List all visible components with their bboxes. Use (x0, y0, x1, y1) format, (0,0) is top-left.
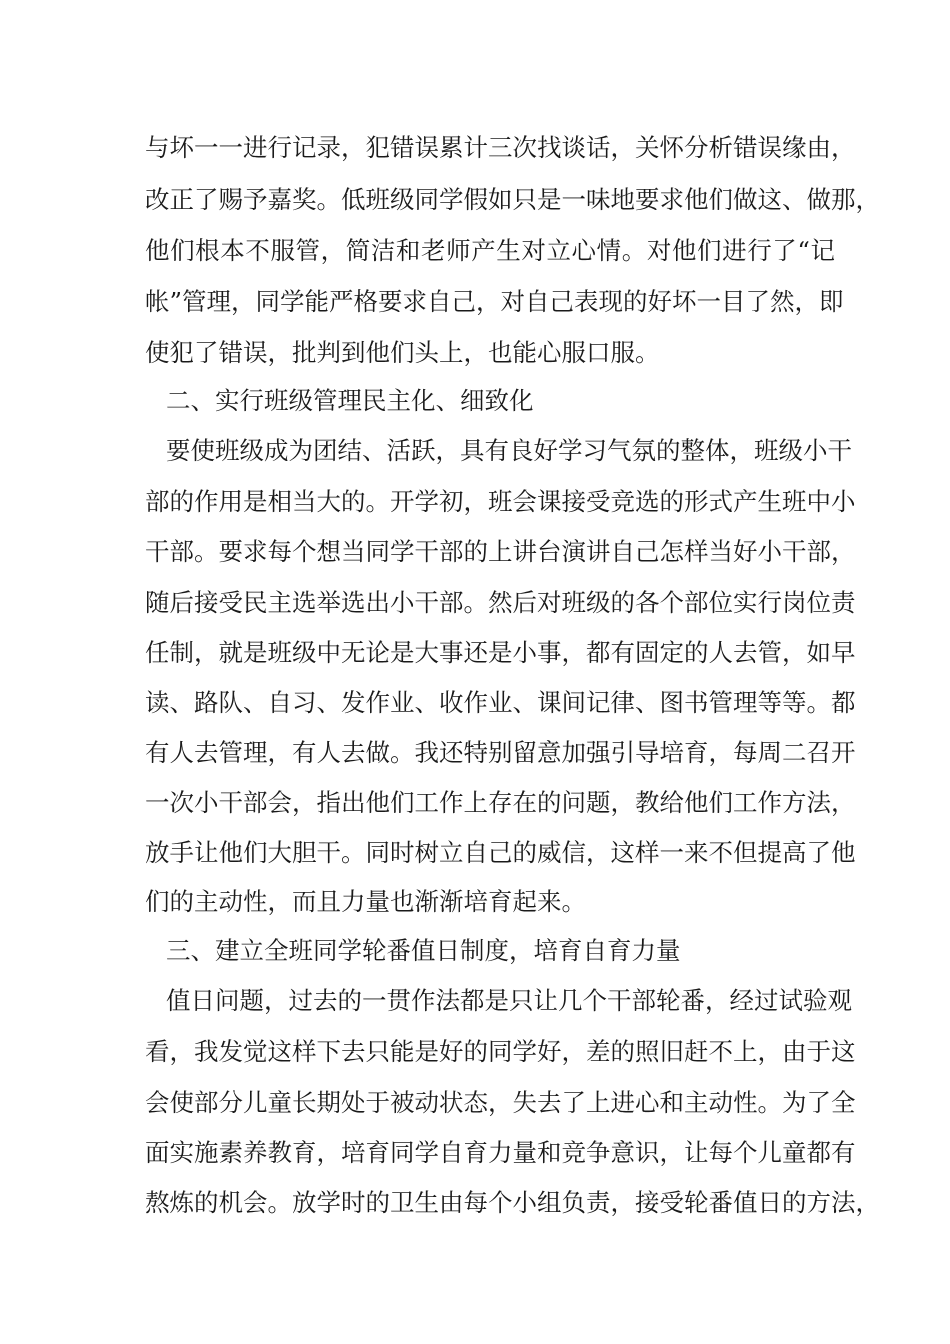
paragraph-first-line: 要使班级成为团结、活跃，具有良好学习气氛的整体，班级小干 (166, 436, 852, 465)
body-text-line: 干部。要求每个想当同学干部的上讲台演讲自己怎样当好小干部， (145, 537, 856, 566)
body-text-line: 他们根本不服管，简洁和老师产生对立心情。对他们进行了“记 (145, 236, 835, 265)
body-text-line: 有人去管理，有人去做。我还特别留意加强引导培育，每周二召开 (145, 738, 856, 767)
body-text-line: 会使部分儿童长期处于被动状态，失去了上进心和主动性。为了全 (145, 1088, 856, 1117)
body-text-line: 放手让他们大胆干。同时树立自己的威信，这样一来不但提高了他 (145, 838, 856, 867)
section-heading: 二、实行班级管理民主化、细致化 (166, 386, 534, 415)
body-text-line: 部的作用是相当大的。开学初，班会课接受竞选的形式产生班中小 (145, 487, 856, 516)
body-text-line: 与坏一一进行记录，犯错误累计三次找谈话，关怀分析错误缘由， (145, 133, 856, 162)
body-text-line: 使犯了错误，批判到他们头上，也能心服口服。 (145, 338, 660, 367)
body-text-line: 读、路队、自习、发作业、收作业、课间记律、图书管理等等。都 (145, 688, 856, 717)
body-text-line: 帐”管理，同学能严格要求自己，对自己表现的好坏一目了然，即 (145, 287, 844, 316)
body-text-line: 一次小干部会，指出他们工作上存在的问题，教给他们工作方法， (145, 788, 856, 817)
body-text-line: 随后接受民主选举选出小干部。然后对班级的各个部位实行岗位责 (145, 588, 856, 617)
section-heading: 三、建立全班同学轮番值日制度，培育自育力量 (166, 936, 681, 965)
body-text-line: 任制，就是班级中无论是大事还是小事，都有固定的人去管，如早 (145, 638, 856, 667)
body-text-line: 看，我发觉这样下去只能是好的同学好，差的照旧赶不上，由于这 (145, 1037, 856, 1066)
body-text-line: 们的主动性，而且力量也渐渐培育起来。 (145, 887, 586, 916)
body-text-line: 面实施素养教育，培育同学自育力量和竞争意识，让每个儿童都有 (145, 1138, 856, 1167)
body-text-line: 熬炼的机会。放学时的卫生由每个小组负责，接受轮番值日的方法， (145, 1188, 880, 1217)
body-text-line: 改正了赐予嘉奖。低班级同学假如只是一味地要求他们做这、做那， (145, 185, 880, 214)
paragraph-first-line: 值日问题，过去的一贯作法都是只让几个干部轮番，经过试验观 (166, 986, 852, 1015)
